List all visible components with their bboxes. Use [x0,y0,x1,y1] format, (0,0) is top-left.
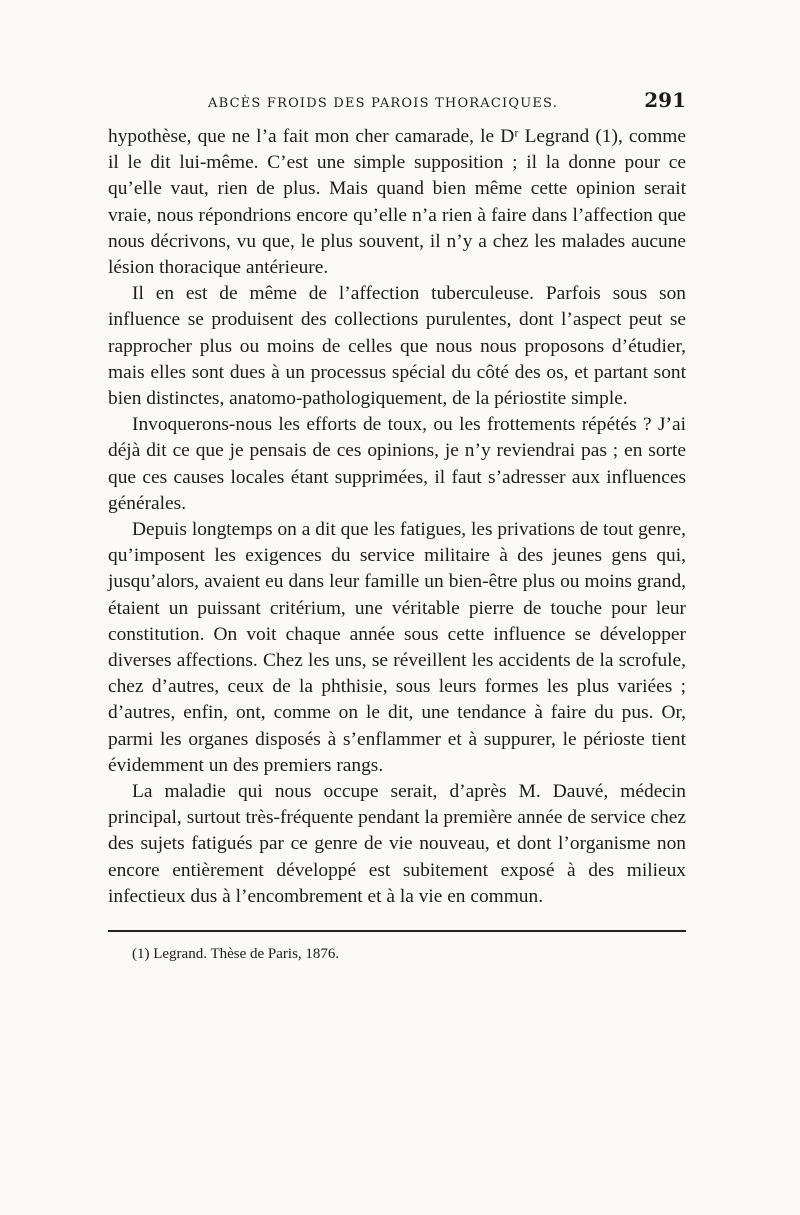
page-number: 291 [644,88,686,112]
footnote: (1) Legrand. Thèse de Paris, 1876. [132,946,340,963]
paragraph: La maladie qui nous occupe serait, d’après M. Dauvé, médecin principal, surtout très-fréquente pendant la première année de service chez des sujets fatigués par ce genre de vie nouveau, et dont l’organisme non encore entièrement développé est subitement exposé à des milieux infectieux dus à l’encombrement et à la vie en commun. [108,781,686,907]
paragraph: hypothèse, que ne l’a fait mon cher camarade, le Dʳ Legrand (1), comme il le dit lui-même. C’est une simple supposition ; il la donne pour ce qu’elle vaut, rien de plus. Mais quand bien même cette opinion serait vraie, nous répondrions encore qu’elle n’a rien à faire dans l’affection que nous décrivons, vu que, le plus souvent, il n’y a chez les malades aucune lésion thoracique antérieure. [108,126,686,279]
body-text [108,124,686,910]
footnote-divider [108,930,686,932]
book-page [108,88,686,963]
paragraph: Depuis longtemps on a dit que les fatigues, les privations de tout genre, qu’imposent les exigences du service militaire à des jeunes gens qui, jusqu’alors, avaient eu dans leur famille un bien-être plus ou moins grand, étaient un puissant critérium, une véritable pierre de touche pour leur constitution. On voit chaque année sous cette influence se développer diverses affections. Chez les uns, se réveillent les accidents de la scrofule, chez d’autres, ceux de la phthisie, sous leurs formes les plus variées ; d’autres, enfin, ont, comme on le dit, une tendance à faire du pus. Or, parmi les organes disposés à s’enflammer et à suppurer, le périoste tient évidemment un des premiers rangs. [108,519,686,776]
running-head: ABCÈS FROIDS DES PAROIS THORACIQUES. [208,96,559,111]
paragraph: Il en est de même de l’affection tuberculeuse. Parfois sous son influence se produisent des collections purulentes, dont l’aspect peut se rapprocher plus ou moins de celles que nous nous proposons d’étudier, mais elles sont dues à un processus spécial du côté des os, et partant sont bien distinctes, anatomo-pathologiquement, de la périostite simple. [108,283,686,410]
paragraph: Invoquerons-nous les efforts de toux, ou les frottements répétés ? J’ai déjà dit ce que je pensais de ces opinions, je n’y reviendrai pas ; en sorte que ces causes locales étant supprimées, il faut s’adresser aux influences générales. [108,414,686,514]
page-header [108,88,686,118]
